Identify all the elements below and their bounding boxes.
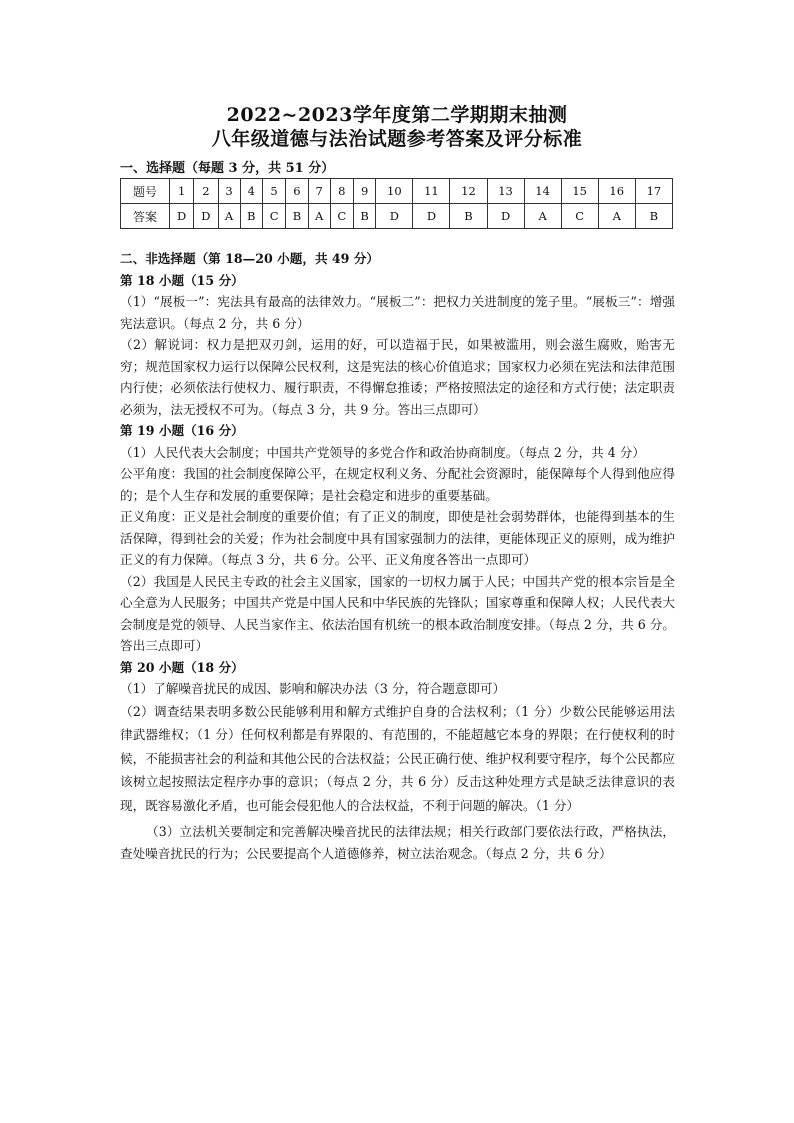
question-19-answer-2: （2）我国是人民民主专政的社会主义国家，国家的一切权力属于人民；中国共产党的根本宗旨是全心全意为人民服务；中国共产党是中国人民和中华民族的先锋队；国家尊重和保障人权；人民代表大会制度是党的领导、人民当家作主、依法治国有机统一的根本政治制度安排。（每点 2 分，共 6 分。答出三点即可） <box>120 573 675 653</box>
answer-cell: A <box>598 204 635 229</box>
answer-cell: D <box>194 204 218 229</box>
question-20-answer-3: （3）立法机关要制定和完善解决噪音扰民的法律法规；相关行政部门要依法行政，严格执法，查处噪音扰民的行为；公民要提高个人道德修养，树立法治观念。（每点 2 分，共 6 分） <box>120 824 675 861</box>
answer-cell: C <box>262 204 285 229</box>
answer-cell: B <box>635 204 672 229</box>
answer-cell: B <box>353 204 375 229</box>
number-cell: 16 <box>598 179 635 204</box>
question-20-answer-2: （2）调查结果表明多数公民能够利用和解方式维护自身的合法权利；（1 分）少数公民能够运用法律武器维权；（1 分）任何权利都是有界限的、有范围的，不能超越它本身的界限；在行使权利的时候，不能损害社会的利益和其他公民的合法权益；公民正确行使、维护权利要守程序，每个公民都应该树立起按照法定程序办事的意识；（每点 2 分，共 6 分）反击这种处理方式是缺乏法律意识的表现，既容易激化矛盾，也可能会侵犯他人的合法权益，不利于问题的解决。（1 分） <box>120 703 675 813</box>
table-row-numbers <box>121 179 673 204</box>
answer-cell: A <box>218 204 240 229</box>
answer-cell: C <box>561 204 598 229</box>
number-cell: 2 <box>194 179 218 204</box>
number-cell: 14 <box>524 179 561 204</box>
number-cell: 12 <box>450 179 487 204</box>
table-header-cell: 答案 <box>121 204 170 229</box>
number-cell: 4 <box>240 179 262 204</box>
answer-cell: B <box>240 204 262 229</box>
answer-cell: A <box>308 204 330 229</box>
document-subtitle: 八年级道德与法治试题参考答案及评分标准 <box>211 128 583 150</box>
answer-cell: C <box>330 204 353 229</box>
number-cell: 11 <box>413 179 450 204</box>
question-18-heading: 第 18 小题（15 分） <box>120 272 244 288</box>
question-18-answer-1: （1）“展板一”：宪法具有最高的法律效力。“展板二”：把权力关进制度的笼子里。“展板三”：增强宪法意识。（每点 2 分，共 6 分） <box>120 294 675 331</box>
number-cell: 17 <box>635 179 672 204</box>
number-cell: 3 <box>218 179 240 204</box>
number-cell: 13 <box>487 179 524 204</box>
answer-cell: D <box>487 204 524 229</box>
number-cell: 15 <box>561 179 598 204</box>
table-row-answers <box>121 204 673 229</box>
number-cell: 1 <box>170 179 194 204</box>
answer-cell: D <box>413 204 450 229</box>
answer-table <box>120 178 673 229</box>
question-19-heading: 第 19 小题（16 分） <box>120 423 244 438</box>
question-20-heading: 第 20 小题（18 分） <box>120 659 244 675</box>
answer-cell: D <box>170 204 194 229</box>
question-19-answer-1: （1）人民代表大会制度；中国共产党领导的多党合作和政治协商制度。（每点 2 分，共 4 分） <box>120 444 645 460</box>
number-cell: 8 <box>330 179 353 204</box>
number-cell: 10 <box>376 179 413 204</box>
number-cell: 6 <box>286 179 308 204</box>
number-cell: 9 <box>353 179 375 204</box>
number-cell: 5 <box>262 179 285 204</box>
table-header-cell: 题号 <box>121 179 170 204</box>
answer-cell: D <box>376 204 413 229</box>
question-19-justice: 正义角度：正义是社会制度的重要价值；有了正义的制度，即使是社会弱势群体，也能得到基本的生活保障，得到社会的关爱；作为社会制度中具有国家强制力的法律，更能体现正义的原则，成为维护正义的有力保障。（每点 3 分，共 6 分。公平、正义角度各答出一点即可） <box>120 509 675 567</box>
section2-body <box>120 248 675 864</box>
question-20-answer-1: （1）了解噪音扰民的成因、影响和解决办法（3 分，符合题意即可） <box>120 681 506 696</box>
number-cell: 7 <box>308 179 330 204</box>
answer-cell: B <box>286 204 308 229</box>
section2-heading: 二、非选择题（第 18—20 小题，共 49 分） <box>120 251 380 266</box>
question-19-fairness: 公平角度：我国的社会制度保障公平，在规定权利义务、分配社会资源时，能保障每个人得到他应得的；是个人生存和发展的重要保障；是社会稳定和进步的重要基础。 <box>120 466 675 503</box>
answer-cell: A <box>524 204 561 229</box>
question-18-answer-2: （2）解说词：权力是把双刃剑，运用的好，可以造福于民，如果被滥用，则会滋生腐败，贻害无穷；规范国家权力运行以保障公民权利，这是宪法的核心价值追求；国家权力必须在宪法和法律范围内行使；必须依法行使权力、履行职责，不得懈怠推诿；严格按照法定的途径和方式行使；法定职责必须为，法无授权不可为。（每点 3 分，共 9 分。答出三点即可） <box>120 337 675 417</box>
section1-heading: 一、选择题（每题 3 分，共 51 分） <box>120 161 335 176</box>
answer-cell: B <box>450 204 487 229</box>
document-title: 2022~2023学年度第二学期期末抽测 <box>226 104 568 126</box>
